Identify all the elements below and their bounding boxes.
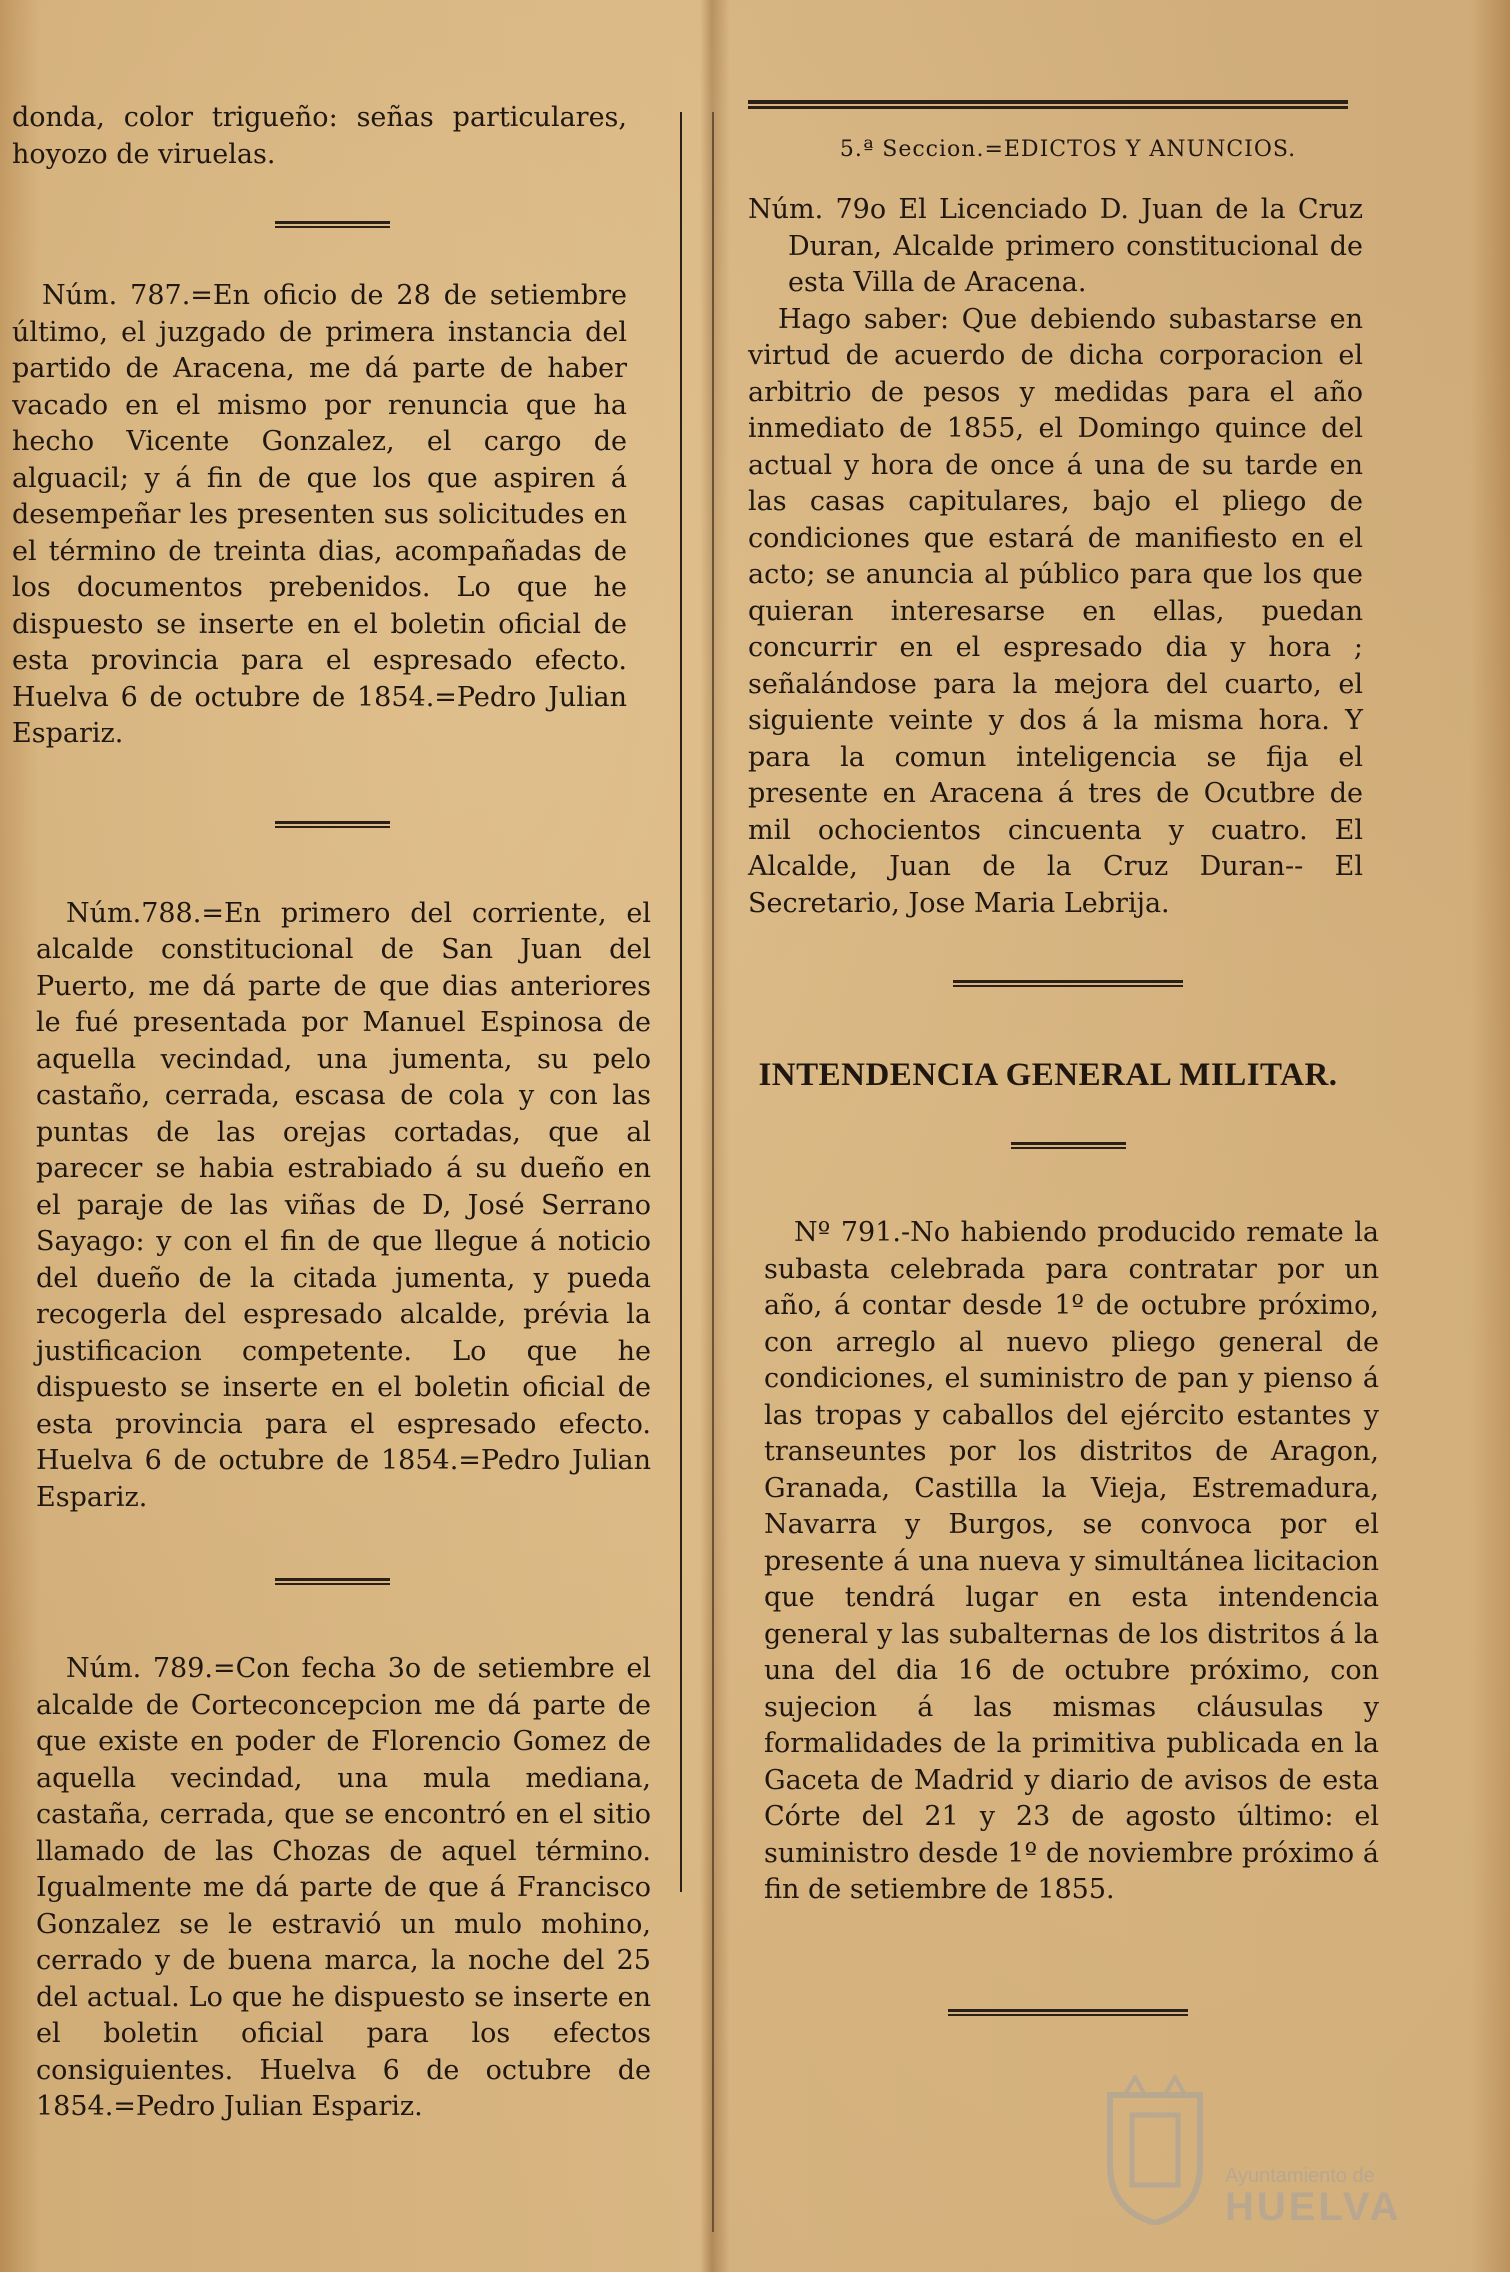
- notice-790-body: Hago saber: Que debiendo subastarse en virtud de acuerdo de dicha corporacion el arbitrio de pesos y medidas para el año inmediato de 1855, el Domingo quince del actual y hora de once á una de su tarde en las casas capitulares, bajo el pliego de condiciones que estará de manifiesto en el acto; se anuncia al público para que los que quieran interesarse en ellas, puedan concurrir en el espresado dia y hora ; señalándose para la mejora del cuarto, el siguiente veinte y dos á la misma hora. Y para la comun inteligencia se fija el presente en Aracena á tres de Ocutbre de mil ochocientos cincuenta y cuatro. El Alcalde, Juan de la Cruz Duran-- El Secretario, Jose Maria Lebrija.: [748, 303, 1363, 919]
- right-column: [748, 100, 1388, 2016]
- notice-788: Núm.788.=En primero del corriente, el alcalde constitucional de San Juan del Puerto, me dá parte de que dias anteriores le fué presentada por Manuel Espinosa de aquella vecindad, una jumenta, su pelo castaño, cerrada, escasa de cola y con las puntas de las orejas cortadas, que al parecer se habia estrabiado á su dueño en el paraje de las viñas de D, José Serrano Sayago: y con el fin de que llegue á noticio del dueño de la citada jumenta, y pueda recogerla del espresado alcalde, prévia la justificacion competente. Lo que he dispuesto se inserte en el boletin oficial de esta provincia para el espresado efecto. Huelva 6 de octubre de 1854.=Pedro Julian Espariz.: [36, 897, 651, 1513]
- ornamental-rule: [953, 980, 1183, 987]
- left-column: [12, 100, 652, 2126]
- carryover-text: donda, color trigueño: señas particulares, hoyozo de viruelas.: [12, 102, 627, 170]
- section-heading: 5.ª Seccion.=EDICTOS Y ANUNCIOS.: [839, 137, 1297, 162]
- archive-watermark: [1100, 2075, 1440, 2229]
- military-heading: INTENDENCIA GENERAL MILITAR.: [758, 1057, 1338, 1093]
- ornamental-rule: [1011, 1142, 1126, 1149]
- ornamental-rule: [275, 221, 390, 228]
- header-double-rule: [748, 100, 1348, 109]
- watermark-line1: Ayuntamiento de: [1225, 2165, 1375, 2187]
- notice-789: Núm. 789.=Con fecha 3o de setiembre el alcalde de Corteconcepcion me dá parte de que existe en poder de Florencio Gomez de aquella vecindad, una mula mediana, castaña, cerrada, que se encontró en el sitio llamado de las Chozas de aquel término. Igualmente me dá parte de que á Francisco Gonzalez se le estravió un mulo mohino, cerrado y de buena marca, la noche del 25 del actual. Lo que he dispuesto se inserte en el boletin oficial para los efectos consiguientes. Huelva 6 de octubre de 1854.=Pedro Julian Espariz.: [36, 1653, 651, 2122]
- ornamental-rule: [275, 821, 390, 828]
- ornamental-rule: [275, 1578, 390, 1585]
- watermark-line2: HUELVA: [1225, 2185, 1402, 2229]
- column-divider: [680, 112, 682, 1892]
- coat-of-arms-icon: [1100, 2075, 1210, 2225]
- notice-787: Núm. 787.=En oficio de 28 de setiembre último, el juzgado de primera instancia del partido de Aracena, me dá parte de haber vacado en el mismo por renuncia que ha hecho Vicente Gonzalez, el cargo de alguacil; y á fin de que los que aspiren á desempeñar les presenten sus solicitudes en el término de treinta dias, acompañadas de los documentos prebenidos. Lo que he dispuesto se inserte en el boletin oficial de esta provincia para el espresado efecto. Huelva 6 de octubre de 1854.=Pedro Julian Espariz.: [12, 280, 627, 749]
- ornamental-rule: [948, 2009, 1188, 2016]
- column-divider: [712, 112, 714, 2232]
- notice-790-heading: Núm. 79o El Licenciado D. Juan de la Cruz Duran, Alcalde primero constitucional de esta Villa de Aracena.: [748, 194, 1363, 298]
- notice-791: Nº 791.-No habiendo producido remate la subasta celebrada para contratar por un año, á contar desde 1º de octubre próximo, con arreglo al nuevo pliego general de condiciones, el suministro de pan y pienso á las tropas y caballos del ejército estantes y transeuntes por los distritos de Aragon, Granada, Castilla la Vieja, Estremadura, Navarra y Burgos, se convoca por el presente á una nueva y simultánea licitacion que tendrá lugar en esta intendencia general y las subalternas de los distritos á la una del dia 16 de octubre próximo, con sujecion á las mismas cláusulas y formalidades de la primitiva publicada en la Gaceta de Madrid y diario de avisos de esta Córte del 21 y 23 de agosto último: el suministro desde 1º de noviembre próximo á fin de setiembre de 1855.: [764, 1217, 1379, 1905]
